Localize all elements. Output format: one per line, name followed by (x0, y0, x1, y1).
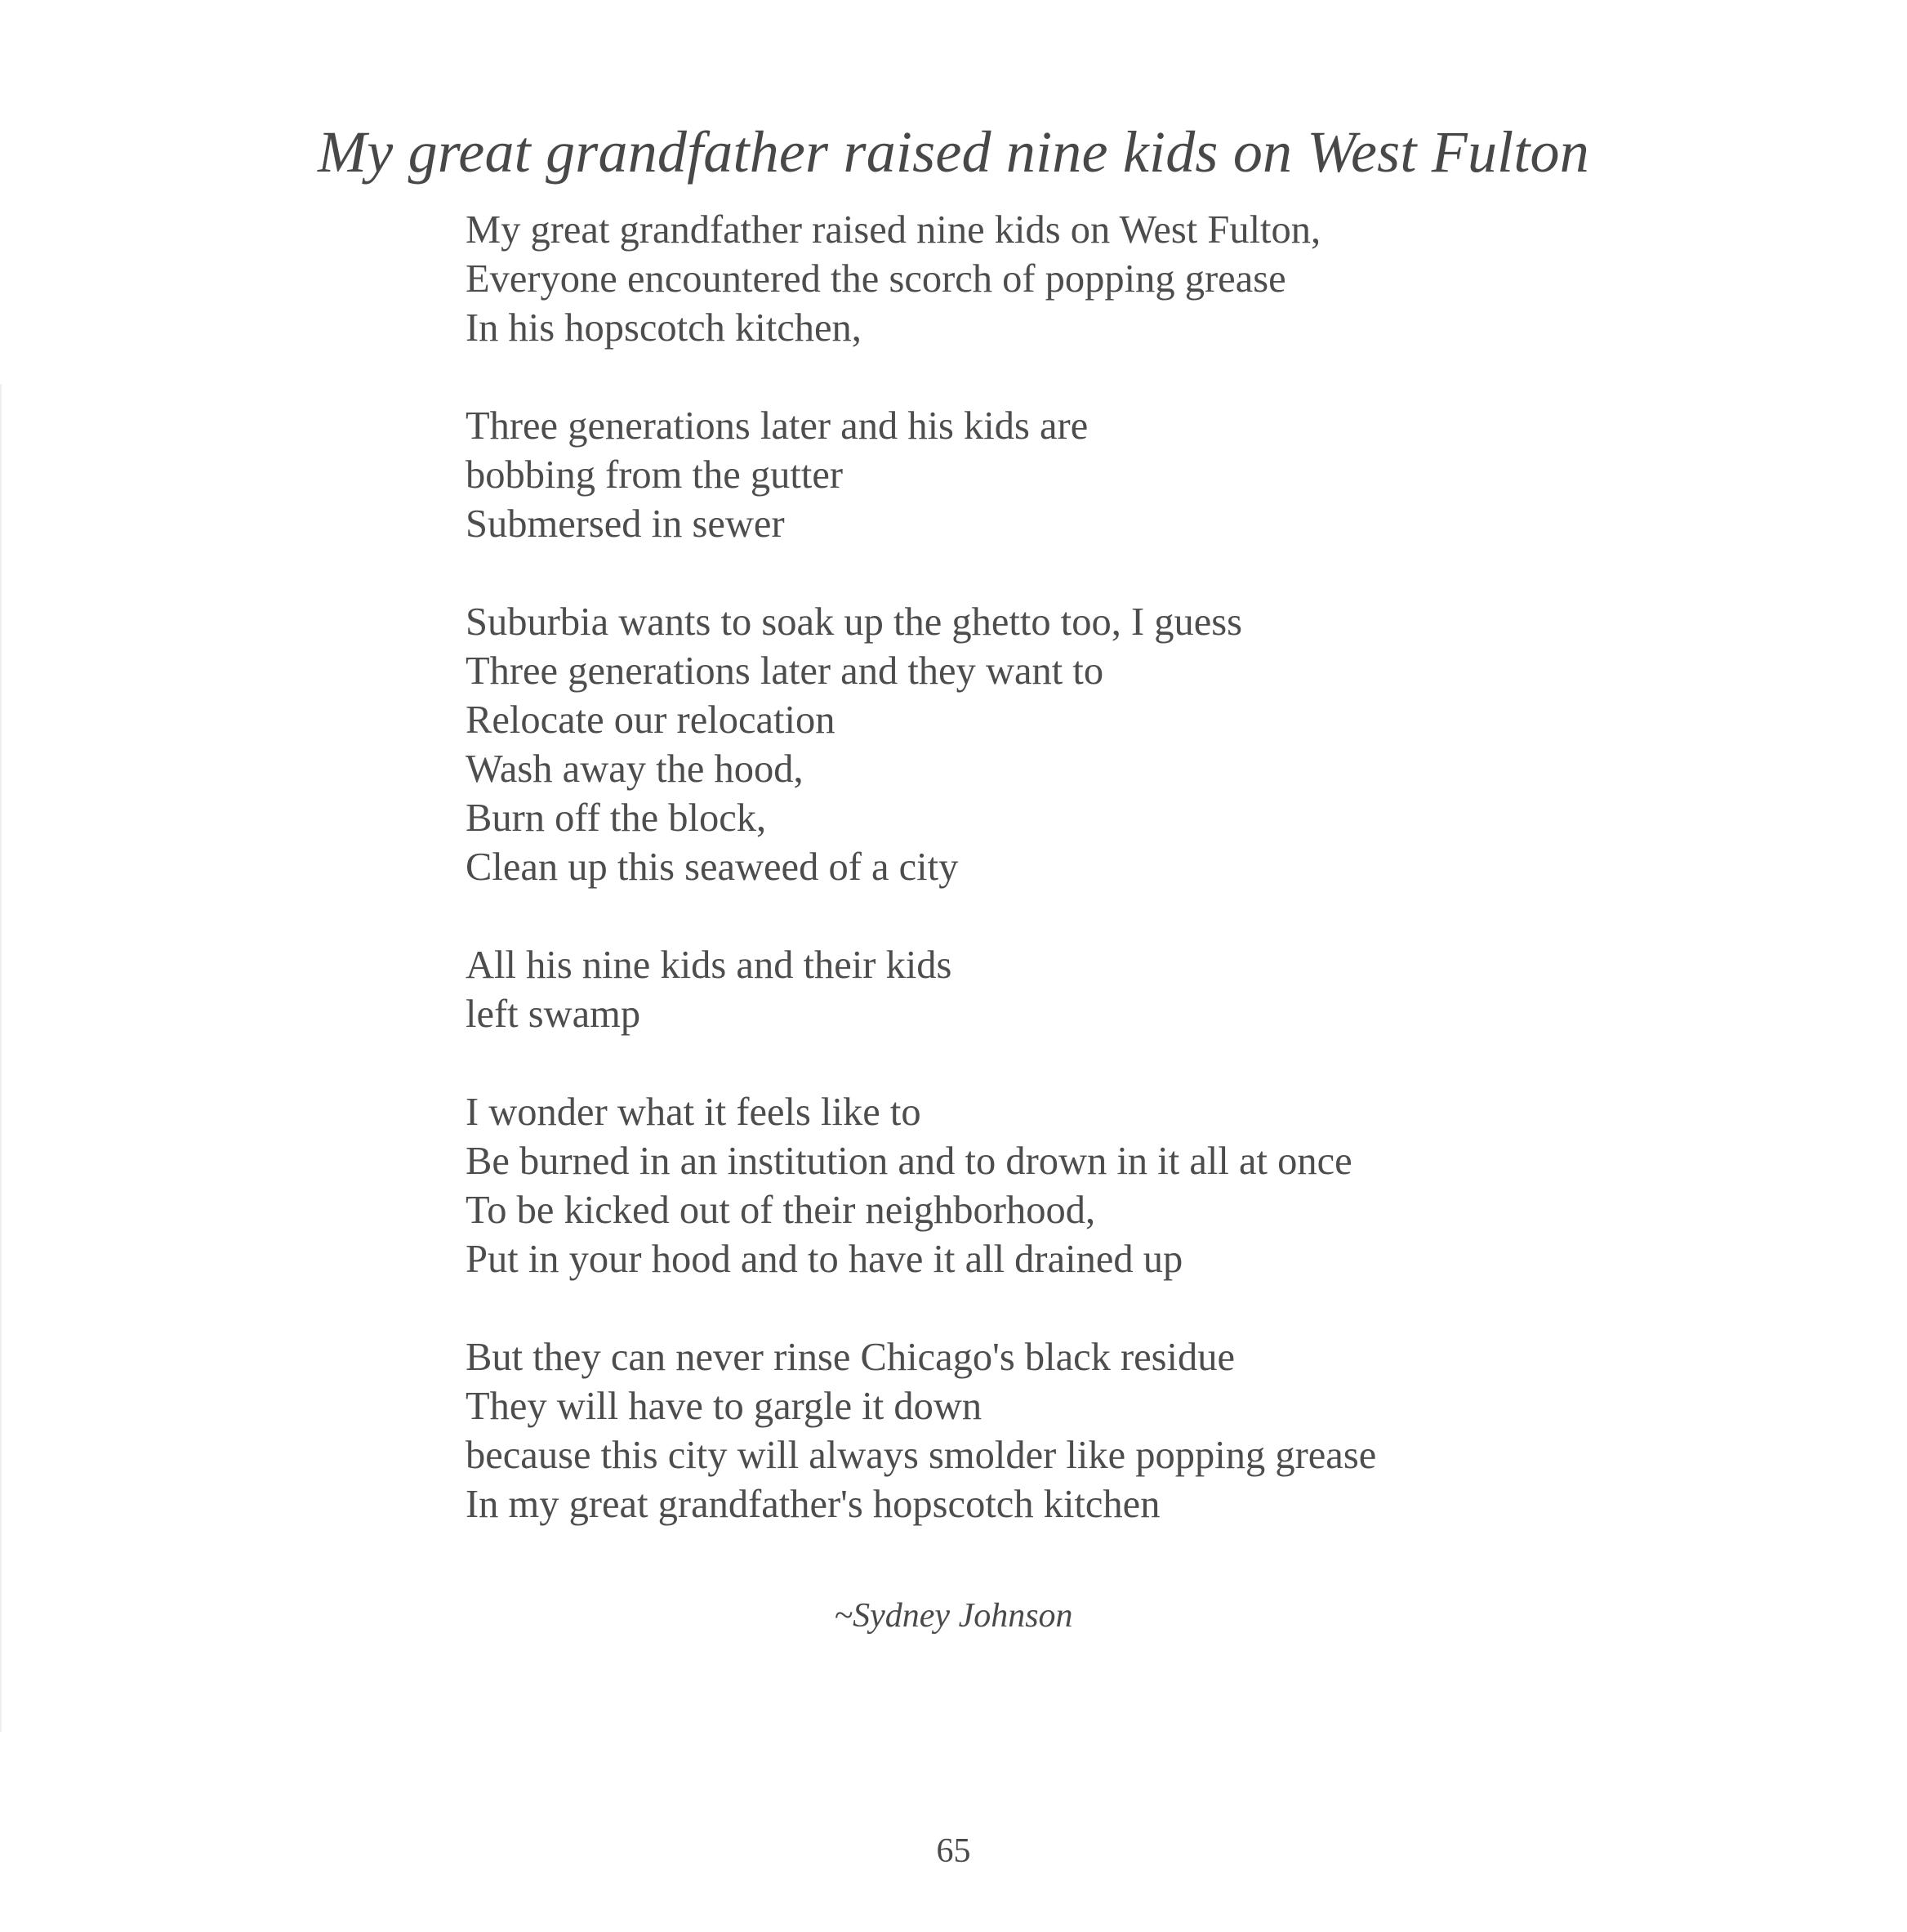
poem-line: Submersed in sewer (466, 502, 785, 546)
stanza-4 (466, 941, 1527, 1039)
poem-line: Three generations later and they want to (466, 649, 1104, 693)
stanza-3 (466, 598, 1527, 892)
poem-line: All his nine kids and their kids (466, 944, 952, 987)
poem-title: My great grandfather raised nine kids on West Fulton (318, 119, 1589, 185)
poem-line: Put in your hood and to have it all drained up (466, 1238, 1183, 1281)
poem-line: Burn off the block, (466, 796, 767, 840)
poem-line: In my great grandfather's hopscotch kitchen (466, 1483, 1161, 1526)
poem-line: Clean up this seaweed of a city (466, 846, 959, 889)
page-number: 65 (936, 1832, 971, 1870)
poem-line: Be burned in an institution and to drown in it all at once (466, 1140, 1352, 1183)
stanza-5 (466, 1088, 1527, 1284)
poem-line: Relocate our relocation (466, 698, 835, 742)
stanza-6 (466, 1333, 1527, 1529)
poem-line: Suburbia wants to soak up the ghetto too, I guess (466, 600, 1243, 644)
poem-line: Everyone encountered the scorch of popping grease (466, 257, 1286, 301)
poem-line: Wash away the hood, (466, 747, 804, 791)
poem-line: But they can never rinse Chicago's black residue (466, 1336, 1236, 1379)
poem-line: bobbing from the gutter (466, 453, 844, 497)
poem-line: To be kicked out of their neighborhood, (466, 1189, 1096, 1232)
poem-line: I wonder what it feels like to (466, 1091, 921, 1134)
poem-body (466, 206, 1527, 1578)
page-edge (0, 384, 2, 1732)
author-byline: ~Sydney Johnson (834, 1597, 1073, 1635)
poem-line: left swamp (466, 993, 641, 1036)
stanza-1 (466, 206, 1527, 353)
poem-line: Three generations later and his kids are (466, 404, 1089, 448)
poem-line: because this city will always smolder like popping grease (466, 1434, 1377, 1477)
poem-line: They will have to gargle it down (466, 1385, 982, 1428)
poem-line: My great grandfather raised nine kids on West Fulton, (466, 208, 1321, 252)
stanza-2 (466, 402, 1527, 549)
poem-line: In his hopscotch kitchen, (466, 306, 862, 350)
